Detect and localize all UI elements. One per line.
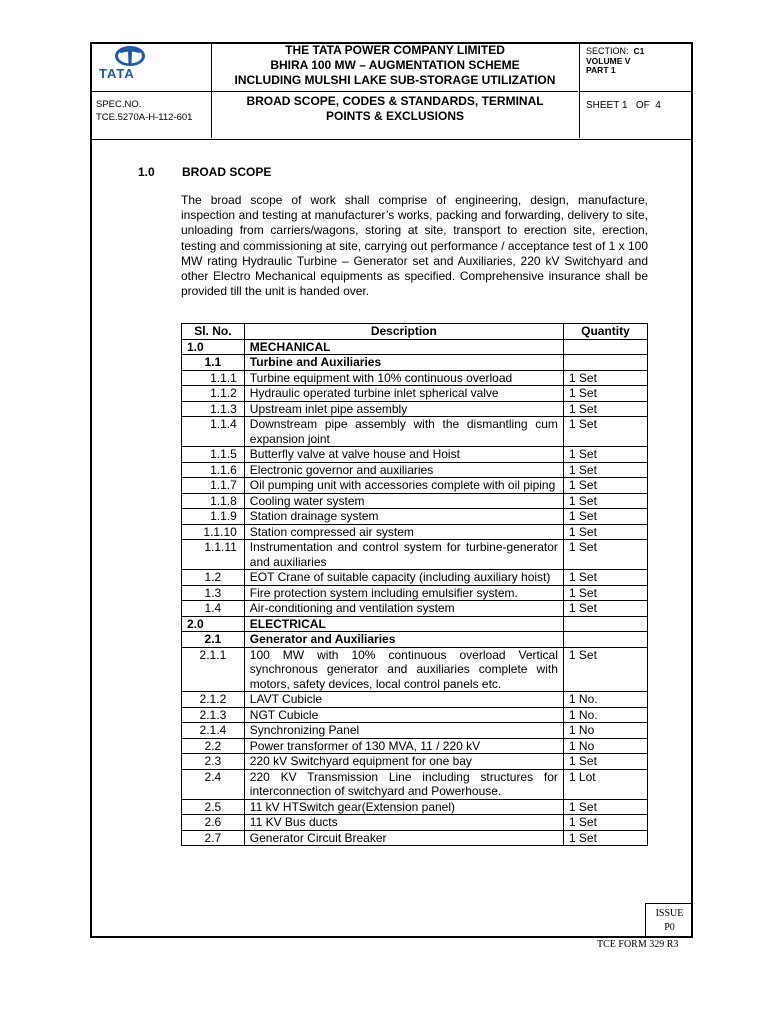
row-quantity: 1 Set [563,478,647,494]
row-description: LAVT Cubicle [244,692,563,708]
section-title: BROAD SCOPE [182,165,272,179]
project-line-2: INCLUDING MULSHI LAKE SUB-STORAGE UTILIZATION [234,73,556,87]
row-quantity: 1 Set [563,493,647,509]
header-left-block [90,42,212,138]
row-number: 1.1.2 [182,386,245,402]
section-number: 1.0 [138,165,155,179]
table-row [182,401,648,417]
table-row [182,799,648,815]
issue-value: P0 [664,922,675,933]
row-number: 1.1.7 [182,478,245,494]
row-description: Fire protection system including emulsifier system. [244,585,563,601]
table-row [182,738,648,754]
row-description: Downstream pipe assembly with the dismantling cum expansion joint [244,417,563,447]
row-number: 1.1 [182,355,245,371]
header-section-block [580,42,691,138]
table-row [182,632,648,648]
row-number: 2.4 [182,769,245,799]
row-description: NGT Cubicle [244,707,563,723]
row-quantity: 1 Set [563,370,647,386]
section-heading [138,165,271,179]
row-quantity [563,339,647,355]
row-description: Electronic governor and auxiliaries [244,462,563,478]
row-description: 220 KV Transmission Line including structures for interconnection of switchyard and Powerhouse. [244,769,563,799]
row-description: Station compressed air system [244,524,563,540]
scope-paragraph: The broad scope of work shall comprise of engineering, design, manufacture, inspection and testing at manufacturer’s works, packing and forwarding, delivery to site, unloading from carriers/wagons, storing at site, transport to erection site, erection, testing and commissioning at site, carrying out performance / acceptance test of 1 x 100 MW rating Hydraulic Turbine – Generator set and Auxiliaries, 220 kV Switchyard and other Electro Mechanical equipments as specified. Comprehensive insurance shall be provided till the unit is handed over. [181,193,648,299]
row-quantity: 1 Set [563,754,647,770]
row-description: 100 MW with 10% continuous overload Vertical synchronous generator and auxiliaries complete with motors, safety devices, local control panels etc. [244,647,563,692]
row-quantity: 1 Set [563,524,647,540]
part-label: PART 1 [586,65,616,75]
row-quantity: 1 Set [563,401,647,417]
row-description: Oil pumping unit with accessories complete with oil piping [244,478,563,494]
row-number: 1.1.9 [182,509,245,525]
table-row [182,830,648,846]
row-quantity [563,355,647,371]
table-row [182,386,648,402]
row-description: 11 kV HTSwitch gear(Extension panel) [244,799,563,815]
form-reference: TCE FORM 329 R3 [597,939,679,950]
row-number: 1.1.6 [182,462,245,478]
row-quantity: 1 Set [563,799,647,815]
row-description: Station drainage system [244,509,563,525]
table-row [182,540,648,570]
row-quantity: 1 Set [563,647,647,692]
section-label: SECTION: [586,46,629,56]
company-name: THE TATA POWER COMPANY LIMITED [285,43,505,57]
table-row [182,601,648,617]
project-line-1: BHIRA 100 MW – AUGMENTATION SCHEME [270,58,520,72]
row-quantity: 1 Set [563,509,647,525]
table-row [182,585,648,601]
row-quantity: 1 Set [563,462,647,478]
table-row [182,692,648,708]
row-quantity: 1 Set [563,386,647,402]
spec-label: SPEC.NO. [96,99,142,110]
row-quantity: 1 No. [563,692,647,708]
issue-box [645,903,693,938]
row-quantity: 1 No. [563,707,647,723]
header-quantity: Quantity [563,324,647,340]
table-row [182,647,648,692]
section-value: C1 [633,46,645,56]
table-row [182,616,648,632]
row-number: 1.2 [182,570,245,586]
row-quantity [563,632,647,648]
row-quantity: 1 Set [563,585,647,601]
row-description: Air-conditioning and ventilation system [244,601,563,617]
row-quantity [563,616,647,632]
document-title-line-2: POINTS & EXCLUSIONS [325,109,465,123]
row-number: 2.6 [182,815,245,831]
row-number: 2.1.4 [182,723,245,739]
row-description: Hydraulic operated turbine inlet spherical valve [244,386,563,402]
row-number: 1.1.10 [182,524,245,540]
table-row [182,447,648,463]
project-title [212,42,578,92]
row-number: 1.1.1 [182,370,245,386]
header-description: Description [244,324,563,340]
row-number: 2.0 [182,616,245,632]
row-description: 220 kV Switchyard equipment for one bay [244,754,563,770]
row-number: 2.1 [182,632,245,648]
table-row [182,723,648,739]
table-row [182,339,648,355]
row-number: 2.2 [182,738,245,754]
row-number: 1.1.11 [182,540,245,570]
row-number: 2.1.2 [182,692,245,708]
row-description: Synchronizing Panel [244,723,563,739]
row-description: ELECTRICAL [244,616,563,632]
table-row [182,815,648,831]
row-description: Turbine equipment with 10% continuous overload [244,370,563,386]
table-row [182,462,648,478]
row-number: 2.5 [182,799,245,815]
section-info [580,42,691,92]
logo-wordmark: TATA [99,66,135,81]
table-row [182,707,648,723]
row-description: Turbine and Auxiliaries [244,355,563,371]
table-header-row [182,324,648,340]
table-row [182,524,648,540]
row-quantity: 1 Set [563,830,647,846]
row-quantity: 1 No [563,738,647,754]
table-row [182,769,648,799]
row-quantity: 1 Set [563,540,647,570]
row-description: Cooling water system [244,493,563,509]
row-quantity: 1 Set [563,417,647,447]
spec-value: TCE.5270A-H-112-601 [96,112,193,123]
row-number: 1.4 [182,601,245,617]
row-description: MECHANICAL [244,339,563,355]
document-title [212,94,578,124]
table-row [182,754,648,770]
row-number: 1.1.3 [182,401,245,417]
scope-table [181,323,648,846]
row-quantity: 1 Set [563,447,647,463]
spec-number [96,98,192,124]
table-row [182,493,648,509]
table-row [182,370,648,386]
volume-label: VOLUME V [586,55,631,66]
row-quantity: 1 Set [563,570,647,586]
table-row [182,478,648,494]
table-row [182,570,648,586]
row-quantity: 1 Lot [563,769,647,799]
table-row [182,355,648,371]
row-description: 11 KV Bus ducts [244,815,563,831]
row-number: 1.1.4 [182,417,245,447]
row-quantity: 1 No [563,723,647,739]
row-description: EOT Crane of suitable capacity (including auxiliary hoist) [244,570,563,586]
sheet-number: SHEET 1 OF 4 [586,100,661,111]
row-quantity: 1 Set [563,601,647,617]
row-description: Butterfly valve at valve house and Hoist [244,447,563,463]
header-title-block [212,42,580,138]
header-sl-no: Sl. No. [182,324,245,340]
table-row [182,509,648,525]
document-header [90,42,693,140]
table-row [182,417,648,447]
document-title-line-1: BROAD SCOPE, CODES & STANDARDS, TERMINAL [246,94,544,108]
row-quantity: 1 Set [563,815,647,831]
row-number: 2.3 [182,754,245,770]
row-description: Upstream inlet pipe assembly [244,401,563,417]
row-number: 1.1.5 [182,447,245,463]
row-number: 2.1.3 [182,707,245,723]
row-description: Power transformer of 130 MVA, 11 / 220 kV [244,738,563,754]
row-number: 2.1.1 [182,647,245,692]
row-description: Generator Circuit Breaker [244,830,563,846]
row-number: 1.1.8 [182,493,245,509]
row-number: 2.7 [182,830,245,846]
row-description: Instrumentation and control system for turbine-generator and auxiliaries [244,540,563,570]
row-number: 1.0 [182,339,245,355]
issue-label: ISSUE [655,908,684,919]
table-body [182,339,648,846]
row-description: Generator and Auxiliaries [244,632,563,648]
row-number: 1.3 [182,585,245,601]
tata-logo [90,42,212,92]
